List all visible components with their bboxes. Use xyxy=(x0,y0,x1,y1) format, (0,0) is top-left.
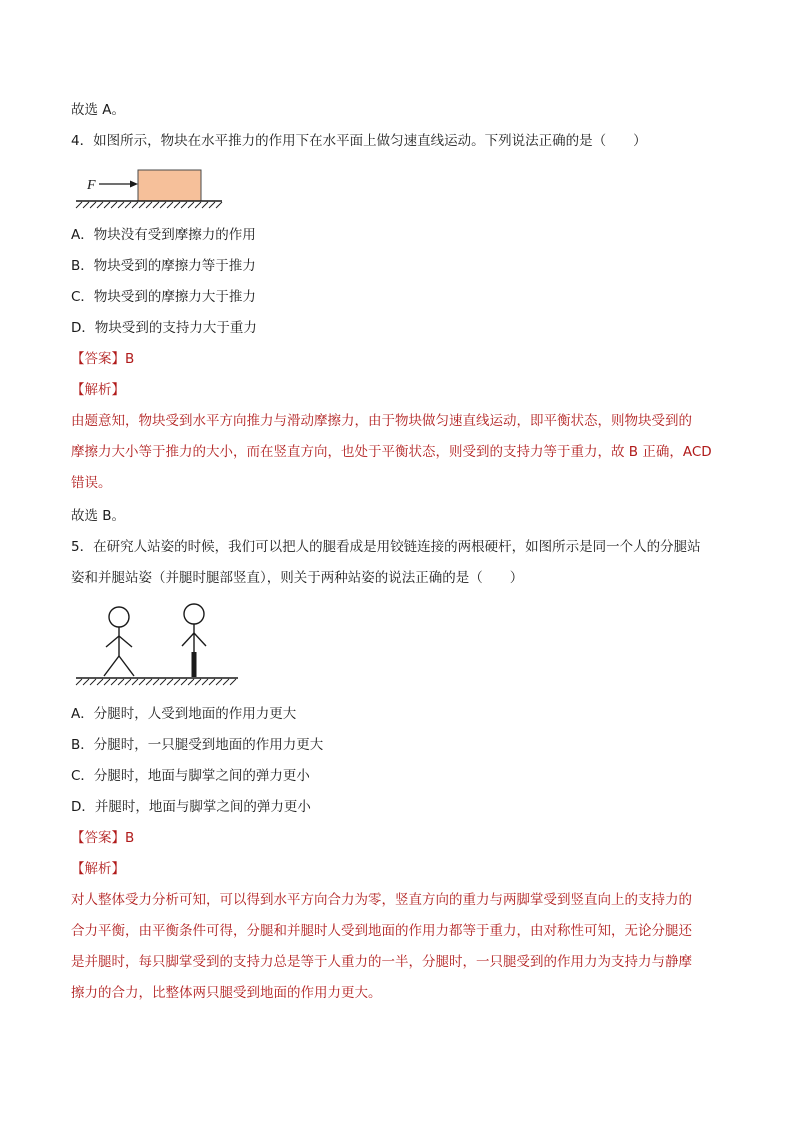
force-arrow-head xyxy=(130,181,138,188)
answer-value: B xyxy=(125,830,135,846)
q4-option-b: B．物块受到的摩擦力等于推力 xyxy=(71,258,256,274)
together-legs xyxy=(192,652,197,677)
q5-analysis-line-4: 擦力的合力，比整体两只腿受到地面的作用力更大。 xyxy=(71,985,382,1001)
q5-analysis-tag: 【解析】 xyxy=(71,861,125,877)
previous-conclusion: 故选 A。 xyxy=(71,102,126,118)
q4-analysis-tag: 【解析】 xyxy=(71,382,125,398)
q5-option-d: D．并腿时，地面与脚掌之间的弹力更小 xyxy=(71,799,311,815)
answer-tag: 【答案】 xyxy=(71,351,125,367)
block xyxy=(138,170,201,201)
q5-option-c: C．分腿时，地面与脚掌之间的弹力更小 xyxy=(71,768,310,784)
answer-tag: 【答案】 xyxy=(71,830,125,846)
q4-answer xyxy=(71,349,134,369)
q4-analysis-line-3: 错误。 xyxy=(71,475,112,491)
split-leg-figure xyxy=(104,607,134,676)
q4-stem: 4．如图所示，物块在水平推力的作用下在水平面上做匀速直线运动。下列说法正确的是（ ） xyxy=(71,133,647,149)
force-label: F xyxy=(87,178,96,193)
q5-analysis-line-3: 是并腿时，每只脚掌受到的支持力总是等于人重力的一半，分腿时，一只腿受到的作用力为支持力与静摩 xyxy=(71,954,692,970)
q4-option-d: D．物块受到的支持力大于重力 xyxy=(71,320,257,336)
ground-hatch xyxy=(76,679,236,685)
q5-option-b: B．分腿时，一只腿受到地面的作用力更大 xyxy=(71,737,324,753)
answer-value: B xyxy=(125,351,135,367)
q4-conclusion: 故选 B。 xyxy=(71,508,126,524)
q4-figure xyxy=(74,164,224,214)
q4-analysis-line-2: 摩擦力大小等于推力的大小，而在竖直方向，也处于平衡状态，则受到的支持力等于重力，故 B 正确，ACD xyxy=(71,444,712,460)
q4-option-a: A．物块没有受到摩擦力的作用 xyxy=(71,227,256,243)
q5-answer xyxy=(71,828,134,848)
q5-option-a: A．分腿时，人受到地面的作用力更大 xyxy=(71,706,297,722)
q4-option-c: C．物块受到的摩擦力大于推力 xyxy=(71,289,256,305)
q5-analysis-line-1: 对人整体受力分析可知，可以得到水平方向合力为零，竖直方向的重力与两脚掌受到竖直向上的支持力的 xyxy=(71,892,692,908)
q5-analysis-line-2: 合力平衡，由平衡条件可得，分腿和并腿时人受到地面的作用力都等于重力，由对称性可知，无论分腿还 xyxy=(71,923,692,939)
q4-analysis-line-1: 由题意知，物块受到水平方向推力与滑动摩擦力，由于物块做匀速直线运动，即平衡状态，则物块受到的 xyxy=(71,413,692,429)
q5-stem-line-1: 5．在研究人站姿的时候，我们可以把人的腿看成是用铰链连接的两根硬杆，如图所示是同一个人的分腿站 xyxy=(71,539,701,555)
ground-hatch xyxy=(76,202,222,208)
q5-stem-line-2: 姿和并腿站姿（并腿时腿部竖直），则关于两种站姿的说法正确的是（ ） xyxy=(71,570,524,586)
together-leg-figure xyxy=(182,604,206,652)
q5-figure xyxy=(74,600,244,692)
